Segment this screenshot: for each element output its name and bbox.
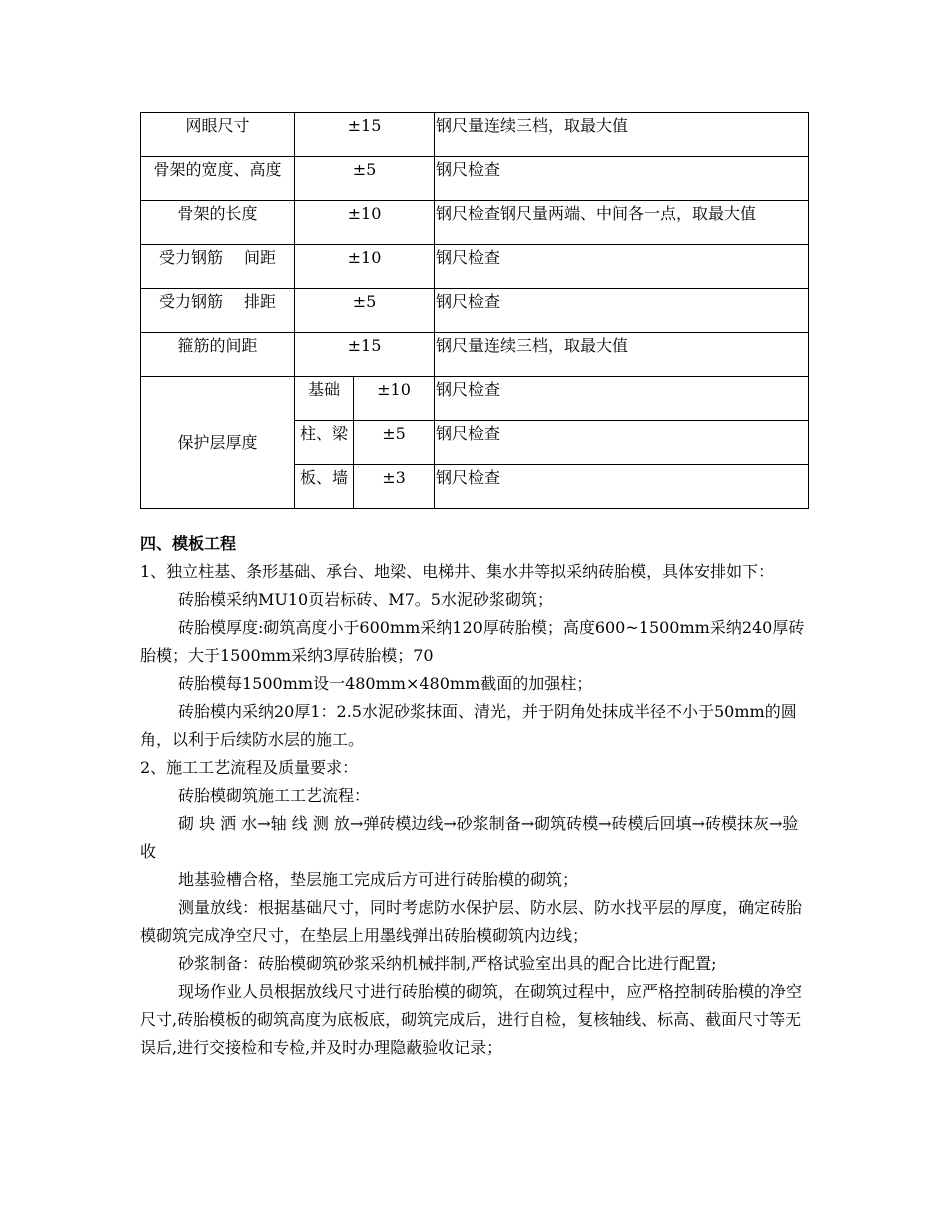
- tolerance-cell: ±10: [295, 245, 435, 289]
- paragraph: 地基验槽合格，垫层施工完成后方可进行砖胎模的砌筑；: [178, 870, 579, 889]
- tolerance-cell: ±3: [354, 465, 435, 509]
- list-item: 1、独立柱基、条形基础、承台、地梁、电梯井、集水井等拟采纳砖胎模，具体安排如下：: [140, 562, 775, 581]
- tolerance-cell: ±15: [295, 333, 435, 377]
- method-cell: 钢尺检查: [435, 377, 809, 421]
- item-cell: 受力钢筋 排距: [141, 289, 295, 333]
- tolerance-cell: ±10: [295, 201, 435, 245]
- cover-thickness-cell: 保护层厚度: [141, 377, 295, 509]
- method-cell: 钢尺检查钢尺量两端、中间各一点，取最大值: [435, 201, 809, 245]
- item-cell: 网眼尺寸: [141, 113, 295, 157]
- table-row: [141, 377, 809, 421]
- item-cell: 骨架的长度: [141, 201, 295, 245]
- table-row: [141, 289, 809, 333]
- method-cell: 钢尺量连续三档，取最大值: [435, 333, 809, 377]
- tolerance-cell: ±10: [354, 377, 435, 421]
- table-row: [141, 201, 809, 245]
- table-row: [141, 157, 809, 201]
- paragraph: 砖胎模每1500mm设一480mm×480mm截面的加强柱；: [178, 674, 593, 693]
- table-row: [141, 333, 809, 377]
- paragraph: 砖胎模采纳MU10页岩标砖、M7。5水泥砂浆砌筑；: [178, 590, 553, 609]
- tolerance-cell: ±5: [295, 289, 435, 333]
- table-row: [141, 245, 809, 289]
- part-cell: 板、墙: [295, 465, 354, 509]
- paragraph: 砖胎模砌筑施工工艺流程：: [178, 786, 371, 805]
- section-heading: 四、模板工程: [140, 534, 237, 553]
- tolerance-cell: ±5: [295, 157, 435, 201]
- method-cell: 钢尺检查: [435, 465, 809, 509]
- method-cell: 钢尺检查: [435, 157, 809, 201]
- item-cell: 箍筋的间距: [141, 333, 295, 377]
- tolerance-cell: ±15: [295, 113, 435, 157]
- item-cell: 受力钢筋 间距: [141, 245, 295, 289]
- method-cell: 钢尺量连续三档，取最大值: [435, 113, 809, 157]
- tolerance-table: [140, 112, 809, 509]
- paragraph: 砂浆制备：砖胎模砌筑砂浆采纳机械拌制,严格试验室出具的配合比进行配置;: [178, 954, 717, 973]
- item-cell: 骨架的宽度、高度: [141, 157, 295, 201]
- paragraph: 现场作业人员根据放线尺寸进行砖胎模的砌筑，在砌筑过程中，应严格控制砖胎模的净空尺寸,砖胎模板的砌筑高度为底板底，砌筑完成后，进行自检，复核轴线、标高、截面尺寸等无误后,进行交接检和专检,并及时办理隐蔽验收记录；: [140, 982, 803, 1057]
- method-cell: 钢尺检查: [435, 245, 809, 289]
- part-cell: 柱、梁: [295, 421, 354, 465]
- list-item: 2、施工工艺流程及质量要求：: [140, 758, 359, 777]
- paragraph: 测量放线：根据基础尺寸，同时考虑防水保护层、防水层、防水找平层的厚度，确定砖胎模砌筑完成净空尺寸，在垫层上用墨线弹出砖胎模砌筑内边线；: [140, 898, 803, 945]
- process-flow: 砌 块 洒 水→轴 线 测 放→弹砖模边线→砂浆制备→砌筑砖模→砖模后回填→砖模抹灰→验 收: [140, 814, 799, 861]
- method-cell: 钢尺检查: [435, 421, 809, 465]
- tolerance-cell: ±5: [354, 421, 435, 465]
- document-body: [140, 530, 812, 1062]
- paragraph: 砖胎模厚度:砌筑高度小于600mm采纳120厚砖胎模；高度600~1500mm采纳240厚砖胎模；大于1500mm采纳3厚砖胎模；70: [140, 618, 805, 665]
- paragraph: 砖胎模内采纳20厚1：2.5水泥砂浆抹面、清光，并于阴角处抹成半径不小于50mm的圆角，以利于后续防水层的施工。: [140, 702, 797, 749]
- method-cell: 钢尺检查: [435, 289, 809, 333]
- part-cell: 基础: [295, 377, 354, 421]
- table-row: [141, 113, 809, 157]
